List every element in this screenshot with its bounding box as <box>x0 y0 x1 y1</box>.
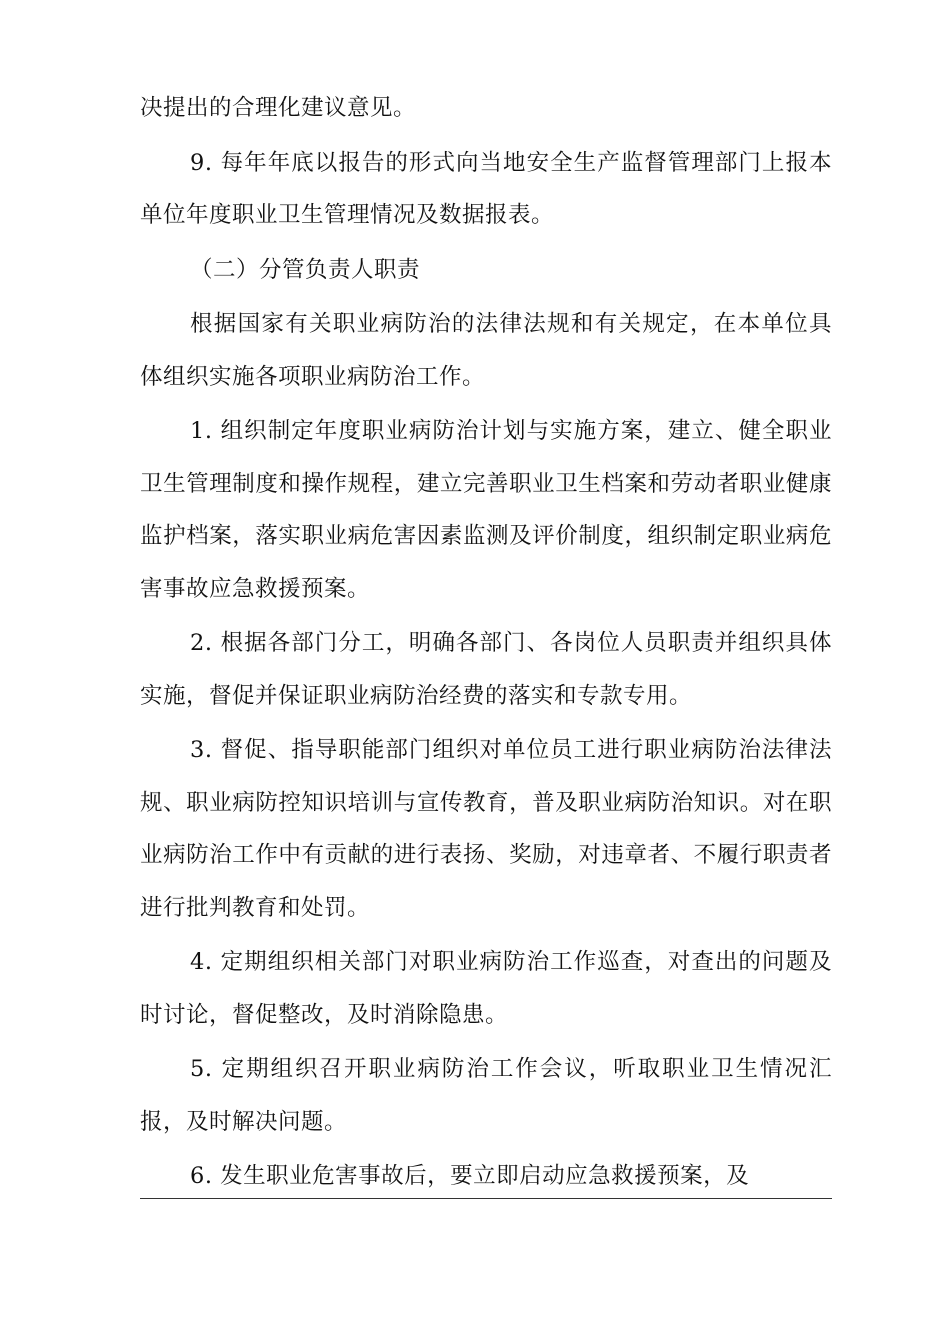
paragraph-item-5: 5. 定期组织召开职业病防治工作会议，听取职业卫生情况汇报，及时解决问题。 <box>140 1056 832 1135</box>
document-body <box>140 82 832 1203</box>
paragraph-continuation: 决提出的合理化建议意见。 <box>140 95 417 121</box>
paragraph-item-2: 2. 根据各部门分工，明确各部门、各岗位人员职责并组织具体实施，督促并保证职业病防治经费的落实和专款专用。 <box>140 630 832 709</box>
paragraph-item-3: 3. 督促、指导职能部门组织对单位员工进行职业病防治法律法规、职业病防控知识培训与宣传教育，普及职业病防治知识。对在职业病防治工作中有贡献的进行表扬、奖励，对违章者、不履行职责者进行批判教育和处罚。 <box>140 737 832 921</box>
paragraph-item-9: 9. 每年年底以报告的形式向当地安全生产监督管理部门上报本单位年度职业卫生管理情况及数据报表。 <box>140 149 832 228</box>
paragraph-item-6: 6. 发生职业危害事故后，要立即启动应急救援预案，及 <box>190 1163 750 1189</box>
footer-divider <box>140 1198 832 1199</box>
section-heading: （二）分管负责人职责 <box>190 256 421 283</box>
paragraph-item-4: 4. 定期组织相关部门对职业病防治工作巡查，对查出的问题及时讨论，督促整改，及时消除隐患。 <box>140 949 832 1028</box>
paragraph-item-1: 1. 组织制定年度职业病防治计划与实施方案，建立、健全职业卫生管理制度和操作规程，建立完善职业卫生档案和劳动者职业健康监护档案，落实职业病危害因素监测及评价制度，组织制定职业病危害事故应急救援预案。 <box>140 418 832 602</box>
paragraph-intro: 根据国家有关职业病防治的法律法规和有关规定，在本单位具体组织实施各项职业病防治工作。 <box>140 311 832 390</box>
